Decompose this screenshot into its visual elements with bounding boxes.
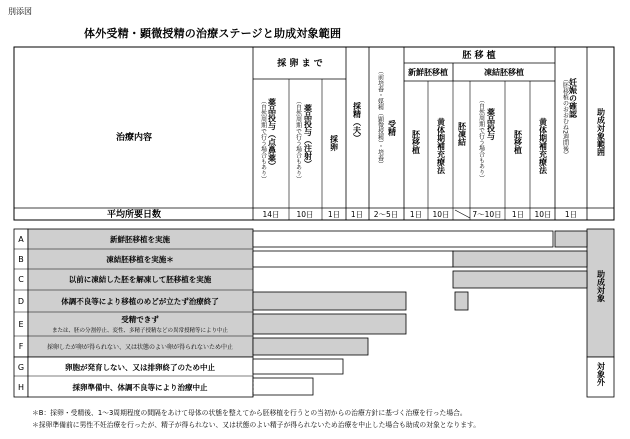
corner-label: 別添図 xyxy=(8,7,32,16)
taishou-gai-label: 対象外 xyxy=(596,362,606,386)
col-6-main: 黄体期補充療法 xyxy=(436,118,446,174)
days-col-9: 1日 xyxy=(511,210,525,219)
row-d-letter: D xyxy=(17,297,25,306)
josei-taishou-label: 助成対象 xyxy=(596,270,606,302)
col-5-main: 胚移植 xyxy=(411,130,421,154)
days-col-10: 10日 xyxy=(534,210,552,219)
col-2-main: 採卵 xyxy=(329,135,339,151)
col-7-main: 胚凍結 xyxy=(457,122,467,146)
row-f-text: 採卵したが卵が得られない、又は状態のよい卵が得られないため中止 xyxy=(46,344,234,351)
days-col-3: 1日 xyxy=(350,210,364,219)
row-e-letter: E xyxy=(18,320,24,329)
days-col-1: 10日 xyxy=(296,210,314,219)
row-g-text: 卵胞が発育しない、又は排卵終了のため中止 xyxy=(65,363,215,372)
days-col-5: 1日 xyxy=(409,210,423,219)
saiRan-made-header: 採 卵 ま で xyxy=(277,59,323,69)
josei-hanni-header: 助成対象範囲 xyxy=(596,108,606,156)
page-title: 体外受精・顕微授精の治療ステージと助成対象範囲 xyxy=(84,27,342,40)
col-11-main: 妊娠の確認 xyxy=(568,78,578,118)
col-8-main: 薬品投与 xyxy=(486,108,496,140)
days-col-8: 7〜10日 xyxy=(472,210,502,219)
row-b-text: 凍結胚移植を実施＊ xyxy=(106,255,174,264)
col-1-main: 薬品投与（注射） xyxy=(303,104,313,168)
col-11-sub: （胚移植のおおむね2週間後） xyxy=(561,76,569,158)
row-h-letter: H xyxy=(17,383,25,392)
days-col-11: 1日 xyxy=(564,210,578,219)
col-1-sub: （自然周期で行う場合もあり） xyxy=(294,98,302,182)
row-h-text: 採卵準備中、体調不良等により治療中止 xyxy=(72,383,208,392)
col-9-main: 胚移植 xyxy=(513,130,523,154)
col-0-sub: （自然周期で行う場合もあり） xyxy=(259,98,267,182)
col-4-sub: （前培養・媒精（顕微授精）・培養） xyxy=(376,68,384,167)
header-table xyxy=(14,47,614,220)
row-e-text: 受精できず xyxy=(121,315,159,324)
row-d-text: 体調不良等により移植のめどが立たず治療終了 xyxy=(61,297,219,306)
days-col-4: 2〜5日 xyxy=(373,210,399,219)
note-1: ＊B：採卵・受精後、1〜3周期程度の間隔をあけて母体の状態を整えてから胚移植を行うとの当初からの治療方針に基づく治療を行った場合。 xyxy=(32,409,467,417)
hai-ishoku-header: 胚 移 植 xyxy=(462,51,496,61)
days-col-2: 1日 xyxy=(327,210,341,219)
row-c-text: 以前に凍結した胚を解凍して胚移植を実施 xyxy=(68,275,212,284)
row-a-letter: A xyxy=(18,235,24,244)
col-8-sub: （自然周期で行う場合もあり） xyxy=(477,97,485,181)
row-f-letter: F xyxy=(18,342,24,351)
touketsu-header: 凍結胚移植 xyxy=(484,68,524,77)
days-col-6: 10日 xyxy=(432,210,450,219)
shinsen-header: 新鮮胚移植 xyxy=(408,68,448,77)
row-c-letter: C xyxy=(18,275,24,284)
days-col-0: 14日 xyxy=(262,210,280,219)
col-3-main: 採精（夫） xyxy=(352,102,362,142)
row-b-letter: B xyxy=(18,255,24,264)
row-a-text: 新鮮胚移植を実施 xyxy=(110,235,170,244)
avg-days-label: 平均所要日数 xyxy=(106,210,162,220)
col-10-main: 黄体期補充療法 xyxy=(538,118,548,174)
col-0-main: 薬品投与（点鼻薬） xyxy=(267,98,277,170)
row-e-text2: または、胚の分割停止、変性、多精子授精などの異常授精等により中止 xyxy=(51,328,229,334)
col-4-main: 受精 xyxy=(387,120,397,136)
row-g-letter: G xyxy=(17,363,25,372)
treatment-content-header: 治療内容 xyxy=(115,133,153,143)
note-2: ＊採卵準備前に男性不妊治療を行ったが、精子が得られない、又は状態のよい精子が得られないため治療を中止した場合も助成の対象となります。 xyxy=(32,421,481,429)
